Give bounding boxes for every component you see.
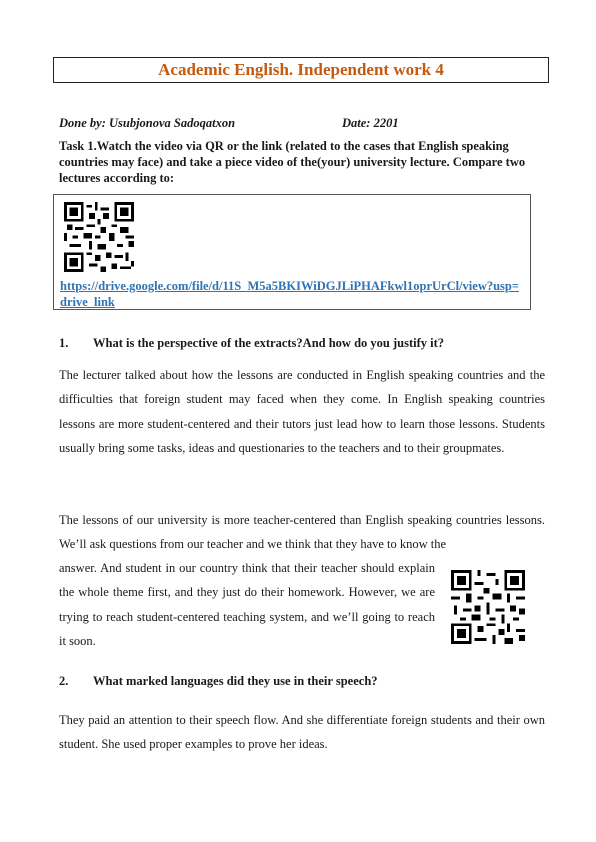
qr-code-icon [451, 570, 525, 644]
question-2-text: What marked languages did they use in their speech? [93, 674, 378, 688]
question-1-number: 1. [59, 336, 69, 350]
meta-row [59, 116, 549, 131]
question-1-heading [59, 336, 444, 351]
answer-2-paragraph: They paid an attention to their speech flow. And she differentiate foreign students and their own student. She used proper examples to prove her ideas. [59, 713, 545, 752]
date-line: Date: 2201 [342, 116, 399, 130]
answer-1-paragraph-2-continued: answer. And student in our country think that their teacher should explain the whole theme first, and they just do their homework. However, we are trying to reach student-centered teaching system, and we’ll going to reach it soon. [59, 561, 435, 648]
question-2-number: 2. [59, 674, 69, 688]
title-box [53, 57, 549, 83]
author-line: Done by: Usubjonova Sadoqatxon [59, 116, 236, 130]
answer-1-paragraph-2: The lessons of our university is more teacher-centered than English speaking countries lessons. We’ll ask questions from our teacher and we think that they have to know the [59, 513, 545, 552]
video-link[interactable]: https://drive.google.com/file/d/11S_M5a5BKIWiDGJLiPHAFkwl1oprUrCl/view?usp=drive_link [60, 279, 519, 309]
question-2-heading [59, 674, 378, 689]
task-instructions: Task 1.Watch the video via QR or the link (related to the cases that English speaking countries may face) and take a piece video of the(your) university lecture. Compare two lectures according to: [59, 139, 526, 185]
question-1-text: What is the perspective of the extracts?And how do you justify it? [93, 336, 445, 350]
answer-1-paragraph-1: The lecturer talked about how the lessons are conducted in English speaking countries and the difficulties that foreign student may faced when they come. In English speaking countries lessons are more student-centered and their tutors just lead how to learn those lessons. Students usually bring some tasks, ideas and questionaries to the teachers and to their groupmates. [59, 368, 545, 455]
link-box [53, 194, 531, 310]
qr-code-icon [64, 202, 134, 272]
page-title: Academic English. Independent work 4 [158, 60, 444, 79]
